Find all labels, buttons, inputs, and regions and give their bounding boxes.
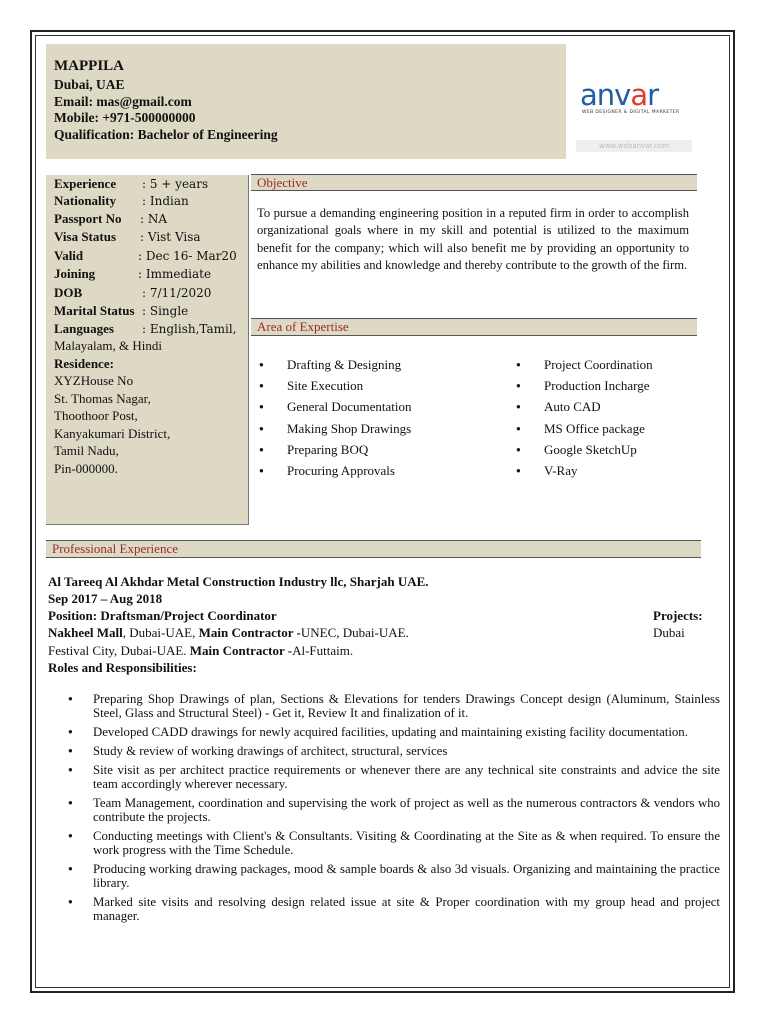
experience-title: Professional Experience xyxy=(52,541,178,556)
detail-joining: Joining : Immediate xyxy=(54,266,212,281)
employment-period: Sep 2017 – Aug 2018 xyxy=(48,591,163,606)
list-item: ● Project Coordination xyxy=(514,354,653,375)
roles-title: Roles and Responsibilities: xyxy=(48,660,197,675)
logo-tagline: WEB DESIGNER & DIGITAL MARKETER xyxy=(582,110,680,115)
list-item: ● Developed CADD drawings for newly acquired facilities, updating and maintaining existing facility documentation. xyxy=(60,725,720,739)
detail-languages: Languages : English,Tamil, xyxy=(54,321,237,336)
project-festival-city: Festival City, Dubai-UAE. Main Contractor -Al-Futtaim. xyxy=(48,643,354,658)
residence-line: Kanyakumari District, xyxy=(54,426,171,441)
list-item: ● Study & review of working drawings of architect, structural, services xyxy=(60,744,720,758)
list-item: ● Making Shop Drawings xyxy=(257,418,412,439)
position: Position: Draftsman/Project Coordinator xyxy=(48,608,277,623)
expertise-title: Area of Expertise xyxy=(257,319,349,334)
projects-city: Dubai xyxy=(653,625,685,640)
detail-passport: Passport No : NA xyxy=(54,211,168,226)
objective-text: To pursue a demanding engineering position in a reputed firm in order to accomplish organizational goals where in my skill and potential is utilized to the maximum benefit for the company; which will also benefit me by providing an opportunity to enhance my abilities and knowledge and thereby contribute to the growth of the firm. xyxy=(257,206,689,273)
roles-list xyxy=(60,692,720,928)
header-block xyxy=(46,44,566,159)
residence-line: Tamil Nadu, xyxy=(54,443,119,458)
projects-label: Projects: xyxy=(653,608,703,623)
detail-experience: Experience : 5 + years xyxy=(54,176,209,191)
candidate-name: MAPPILA xyxy=(54,58,124,74)
list-item: ● MS Office package xyxy=(514,418,653,439)
anvar-logo xyxy=(576,72,696,154)
logo-url: www.webanvar.com xyxy=(576,140,692,152)
languages-continued: Malayalam, & Hindi xyxy=(54,338,162,353)
detail-nationality: Nationality : Indian xyxy=(54,193,189,208)
residence-line: XYZHouse No xyxy=(54,373,134,388)
company-name: Al Tareeq Al Akhdar Metal Construction Industry llc, Sharjah UAE. xyxy=(48,574,429,589)
logo-wordmark: anvar xyxy=(580,78,659,112)
objective-title: Objective xyxy=(257,175,308,190)
residence-line: St. Thomas Nagar, xyxy=(54,391,151,406)
project-nakheel-mall: Nakheel Mall, Dubai-UAE, Main Contractor -UNEC, Dubai-UAE. xyxy=(48,625,409,640)
objective-heading-bar xyxy=(251,174,697,191)
list-item: ● Preparing Shop Drawings of plan, Sections & Elevations for tenders Drawings Concept design (Aluminum, Stainless Steel, Glass and Structural Steel) - Get it, Review It and finalization of it. xyxy=(60,692,720,721)
mobile: Mobile: +971-500000000 xyxy=(54,110,196,125)
email: Email: mas@gmail.com xyxy=(54,94,192,109)
expertise-heading-bar xyxy=(251,318,697,336)
location: Dubai, UAE xyxy=(54,77,125,92)
list-item: ● Marked site visits and resolving design related issue at site & Proper coordination with my group head and project manager. xyxy=(60,895,720,924)
residence-line: Thoothoor Post, xyxy=(54,408,138,423)
expertise-list-right xyxy=(514,354,653,481)
list-item: ● Site visit as per architect practice requirements or whenever there are any technical site constraints and advice the site team accordingly wherever necessary. xyxy=(60,763,720,792)
detail-marital-status: Marital Status : Single xyxy=(54,303,189,318)
qualification: Qualification: Bachelor of Engineering xyxy=(54,127,278,142)
detail-valid: Valid : Dec 16- Mar20 xyxy=(54,248,237,263)
residence-line: Pin-000000. xyxy=(54,461,118,476)
list-item: ● Preparing BOQ xyxy=(257,439,412,460)
list-item: ● Auto CAD xyxy=(514,396,653,417)
list-item: ● Producing working drawing packages, mood & sample boards & also 3d visuals. Organizing and maintaining the practice library. xyxy=(60,862,720,891)
experience-heading-bar xyxy=(46,540,701,558)
expertise-list-left xyxy=(257,354,412,481)
list-item: ● Conducting meetings with Client's & Consultants. Visiting & Coordinating at the Site as & when required. To ensure the work progress with the Time Schedule. xyxy=(60,829,720,858)
list-item: ● Production Incharge xyxy=(514,375,653,396)
list-item: ● General Documentation xyxy=(257,396,412,417)
list-item: ● Site Execution xyxy=(257,375,412,396)
residence-label: Residence: xyxy=(54,356,114,371)
list-item: ● Drafting & Designing xyxy=(257,354,412,375)
list-item: ● Procuring Approvals xyxy=(257,460,412,481)
personal-details-sidebar xyxy=(46,175,249,525)
detail-dob: DOB : 7/11/2020 xyxy=(54,285,212,300)
list-item: ● V-Ray xyxy=(514,460,653,481)
list-item: ● Team Management, coordination and supervising the work of project as well as the numerous contractors & vendors who contribute the projects. xyxy=(60,796,720,825)
list-item: ● Google SketchUp xyxy=(514,439,653,460)
detail-visa-status: Visa Status : Vist Visa xyxy=(54,229,201,244)
